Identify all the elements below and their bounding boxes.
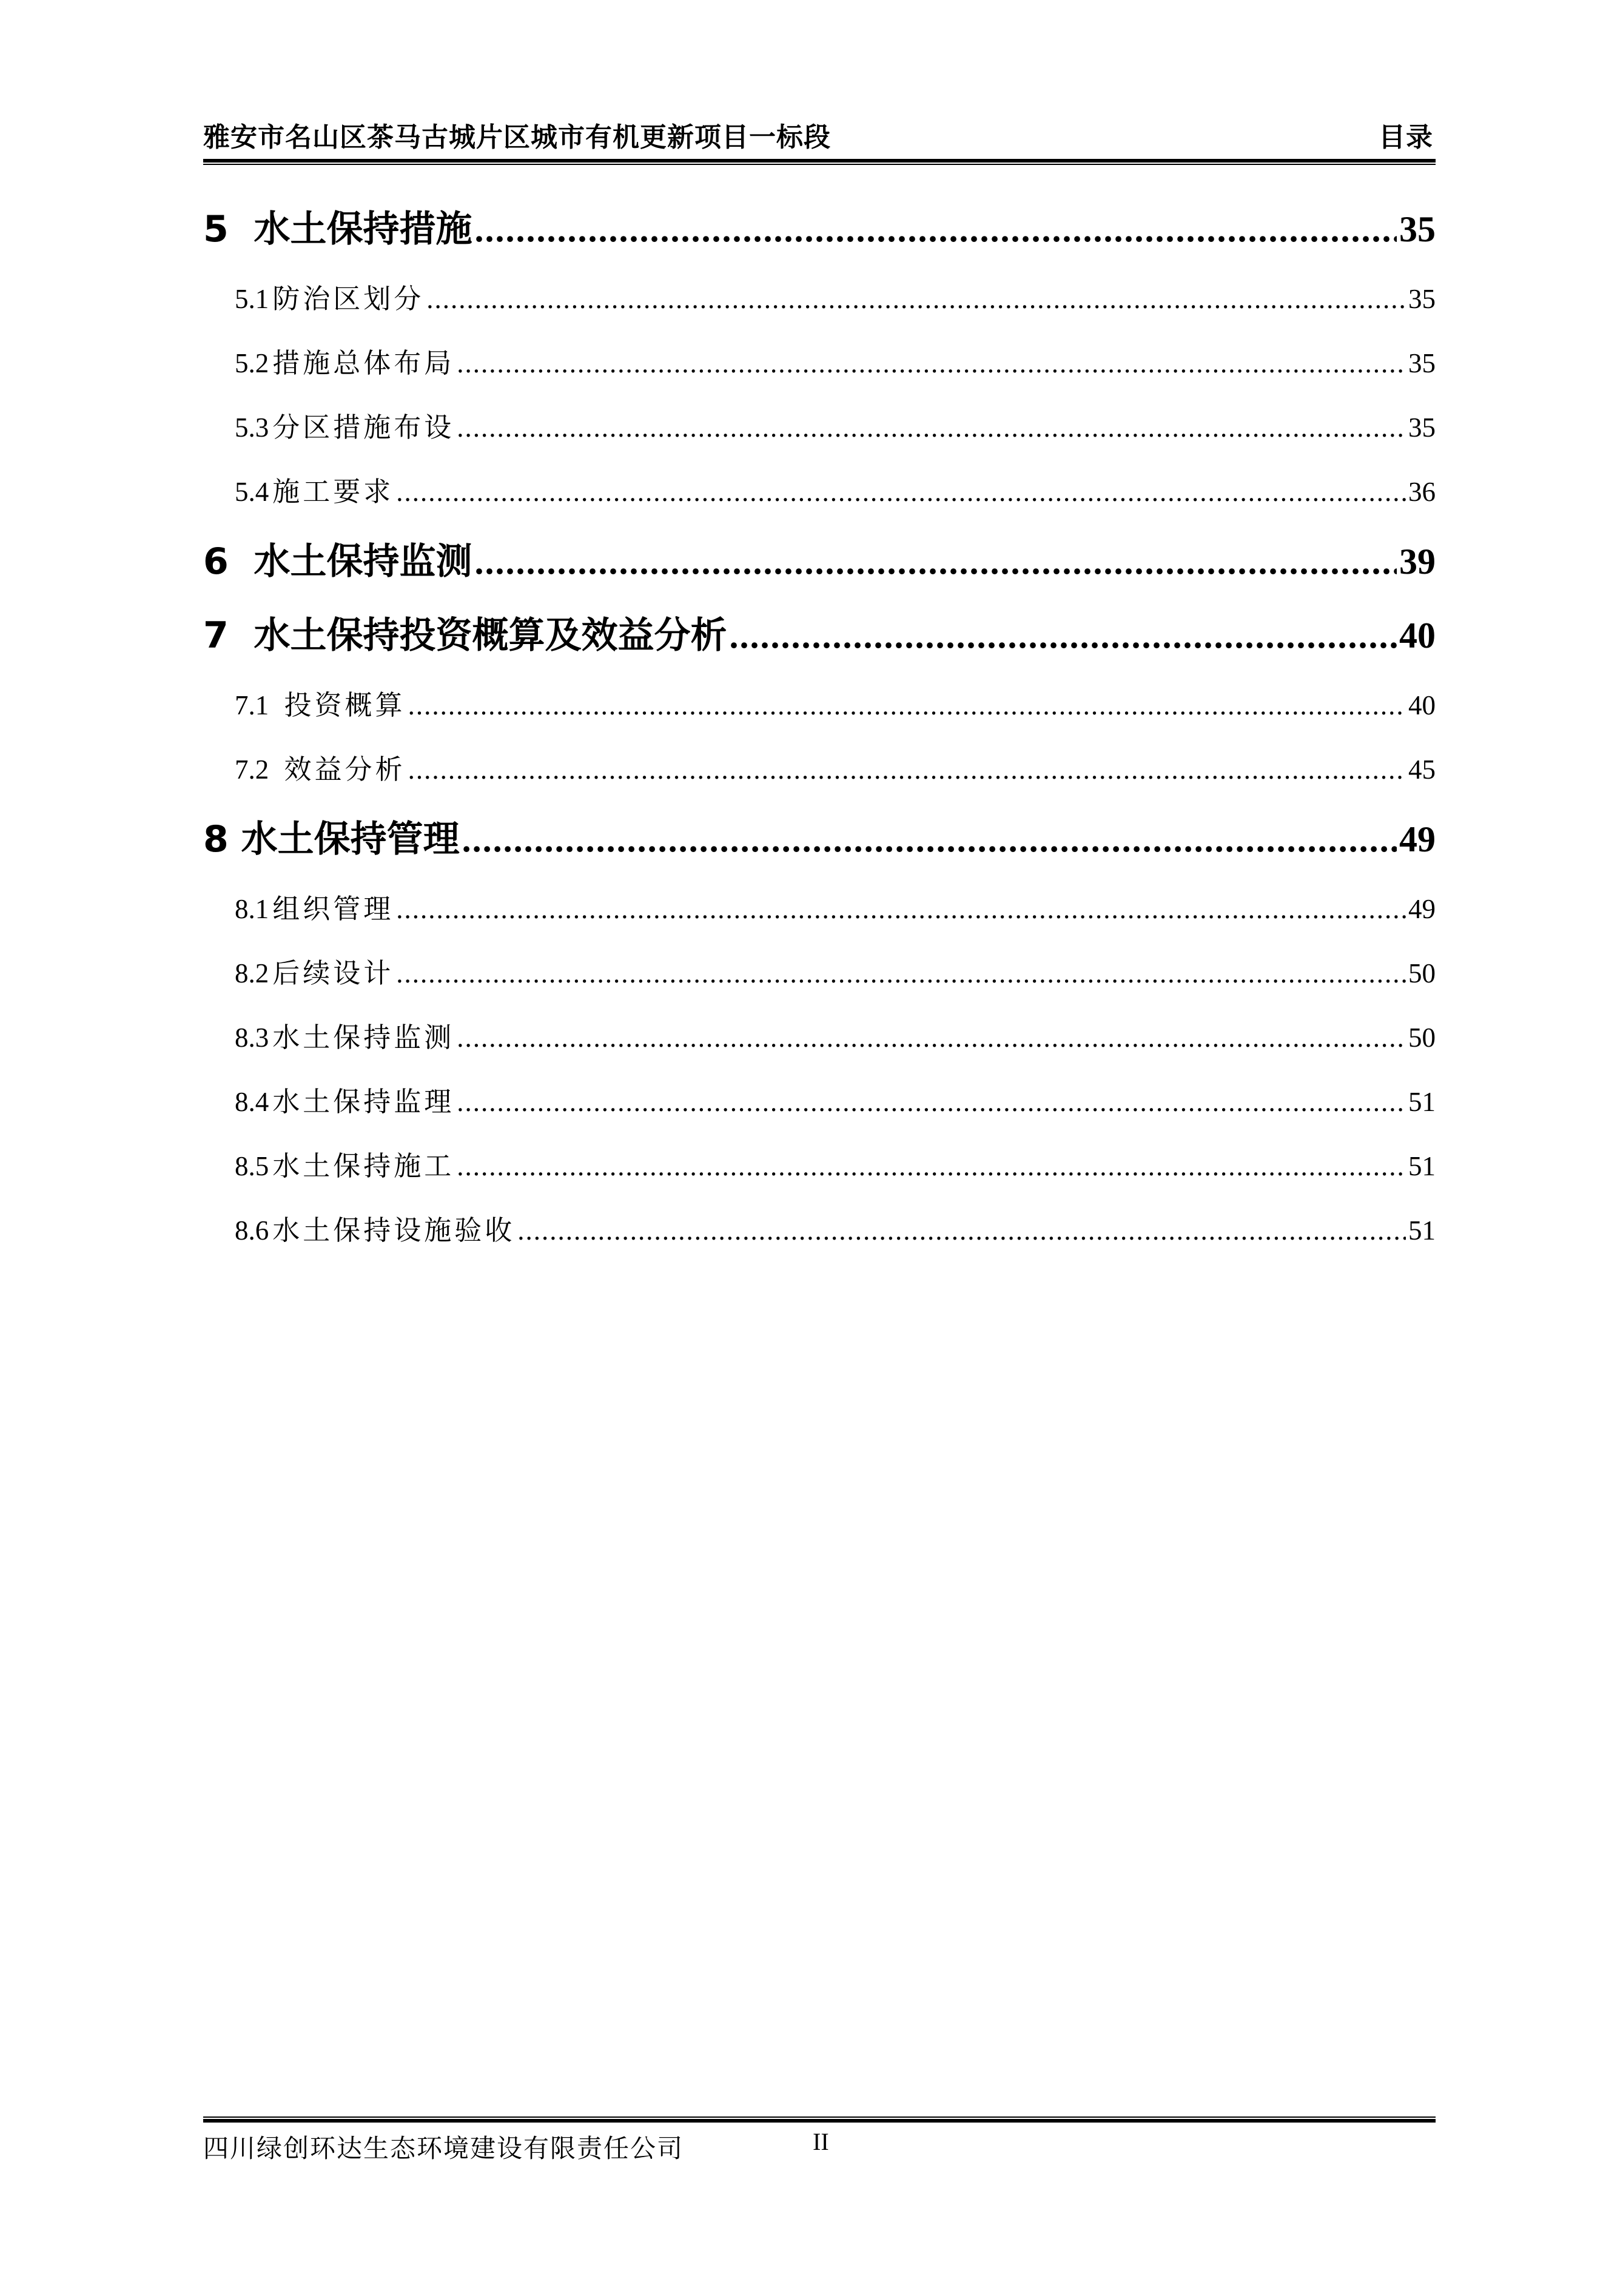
toc-label: 8.3 水土保持监测 (235, 1021, 455, 1053)
header-title: 雅安市名山区茶马古城片区城市有机更新项目一标段 (203, 122, 831, 153)
toc-entry-8-1[interactable] (203, 887, 1436, 926)
toc-leader (462, 819, 1397, 861)
toc-label: 8.5 水土保持施工 (235, 1150, 455, 1182)
toc-leader (457, 347, 1406, 379)
toc-label: 6 水土保持监测 (203, 540, 472, 583)
toc-entry-5-2[interactable] (203, 341, 1436, 380)
toc-entry-8-4[interactable] (203, 1079, 1436, 1119)
toc-label: 7.1 投资概算 (235, 689, 406, 721)
page-header (203, 108, 1436, 163)
toc-entry-5-4[interactable] (203, 469, 1436, 509)
toc-entry-7-2[interactable] (203, 747, 1436, 787)
toc-label: 8.4 水土保持监理 (235, 1086, 455, 1118)
toc-page-number: 50 (1408, 958, 1436, 989)
header-rule (203, 159, 1436, 165)
toc-leader (396, 893, 1406, 925)
toc-entry-8[interactable] (203, 810, 1436, 862)
toc-label: 5.1 防治区划分 (235, 283, 425, 315)
header-section-label: 目录 (1379, 122, 1433, 153)
toc-entry-8-6[interactable] (203, 1208, 1436, 1247)
toc-page-number: 50 (1408, 1022, 1436, 1053)
toc-entry-7[interactable] (203, 606, 1436, 659)
toc-label: 8.1 组织管理 (235, 893, 394, 925)
toc-leader (396, 476, 1406, 508)
toc-leader (517, 1215, 1406, 1246)
toc-leader (475, 209, 1397, 250)
toc-page-number: 35 (1408, 412, 1436, 443)
toc-page-number: 40 (1408, 690, 1436, 720)
toc-page-number: 35 (1408, 284, 1436, 314)
toc-entry-8-5[interactable] (203, 1144, 1436, 1183)
toc-page-number: 35 (1399, 209, 1436, 249)
toc-entry-8-2[interactable] (203, 951, 1436, 990)
toc-label: 5.4 施工要求 (235, 475, 394, 508)
toc-entry-5-1[interactable] (203, 277, 1436, 316)
toc-label: 8.2 后续设计 (235, 957, 394, 989)
toc-leader (730, 615, 1397, 657)
toc-label: 8 水土保持管理 (203, 818, 460, 861)
toc-entry-5[interactable] (203, 200, 1436, 252)
toc-page-number: 51 (1408, 1215, 1436, 1246)
footer-company: 四川绿创环达生态环境建设有限责任公司 (203, 2133, 684, 2163)
toc-leader (475, 541, 1397, 583)
toc-page-number: 40 (1399, 616, 1436, 656)
toc-page-number: 51 (1408, 1151, 1436, 1181)
toc-page-number: 35 (1408, 348, 1436, 378)
toc-label: 7.2 效益分析 (235, 753, 406, 785)
toc-entry-6[interactable] (203, 532, 1436, 585)
toc-page-number: 45 (1408, 754, 1436, 785)
toc-entry-7-1[interactable] (203, 683, 1436, 722)
footer-rule (203, 2116, 1436, 2123)
toc-page-number: 39 (1399, 542, 1436, 582)
toc-label: 5.3 分区措施布设 (235, 411, 455, 443)
toc-label: 7 水土保持投资概算及效益分析 (203, 614, 727, 657)
toc-leader (457, 1150, 1406, 1182)
toc-leader (396, 958, 1406, 989)
toc-page-number: 36 (1408, 477, 1436, 507)
toc-label: 5.2 措施总体布局 (235, 347, 455, 379)
toc-leader (457, 412, 1406, 443)
toc-leader (426, 283, 1406, 315)
toc-label: 8.6 水土保持设施验收 (235, 1214, 516, 1246)
footer-page-number: II (813, 2128, 829, 2155)
toc-page-number: 51 (1408, 1087, 1436, 1117)
toc-page-number: 49 (1399, 819, 1436, 859)
toc-entry-5-3[interactable] (203, 405, 1436, 445)
toc-leader (408, 754, 1406, 785)
toc-page-number: 49 (1408, 894, 1436, 924)
toc-leader (457, 1086, 1406, 1118)
toc-leader (457, 1022, 1406, 1053)
toc-entry-8-3[interactable] (203, 1015, 1436, 1055)
toc-leader (408, 690, 1406, 721)
toc-label: 5 水土保持措施 (203, 208, 472, 250)
